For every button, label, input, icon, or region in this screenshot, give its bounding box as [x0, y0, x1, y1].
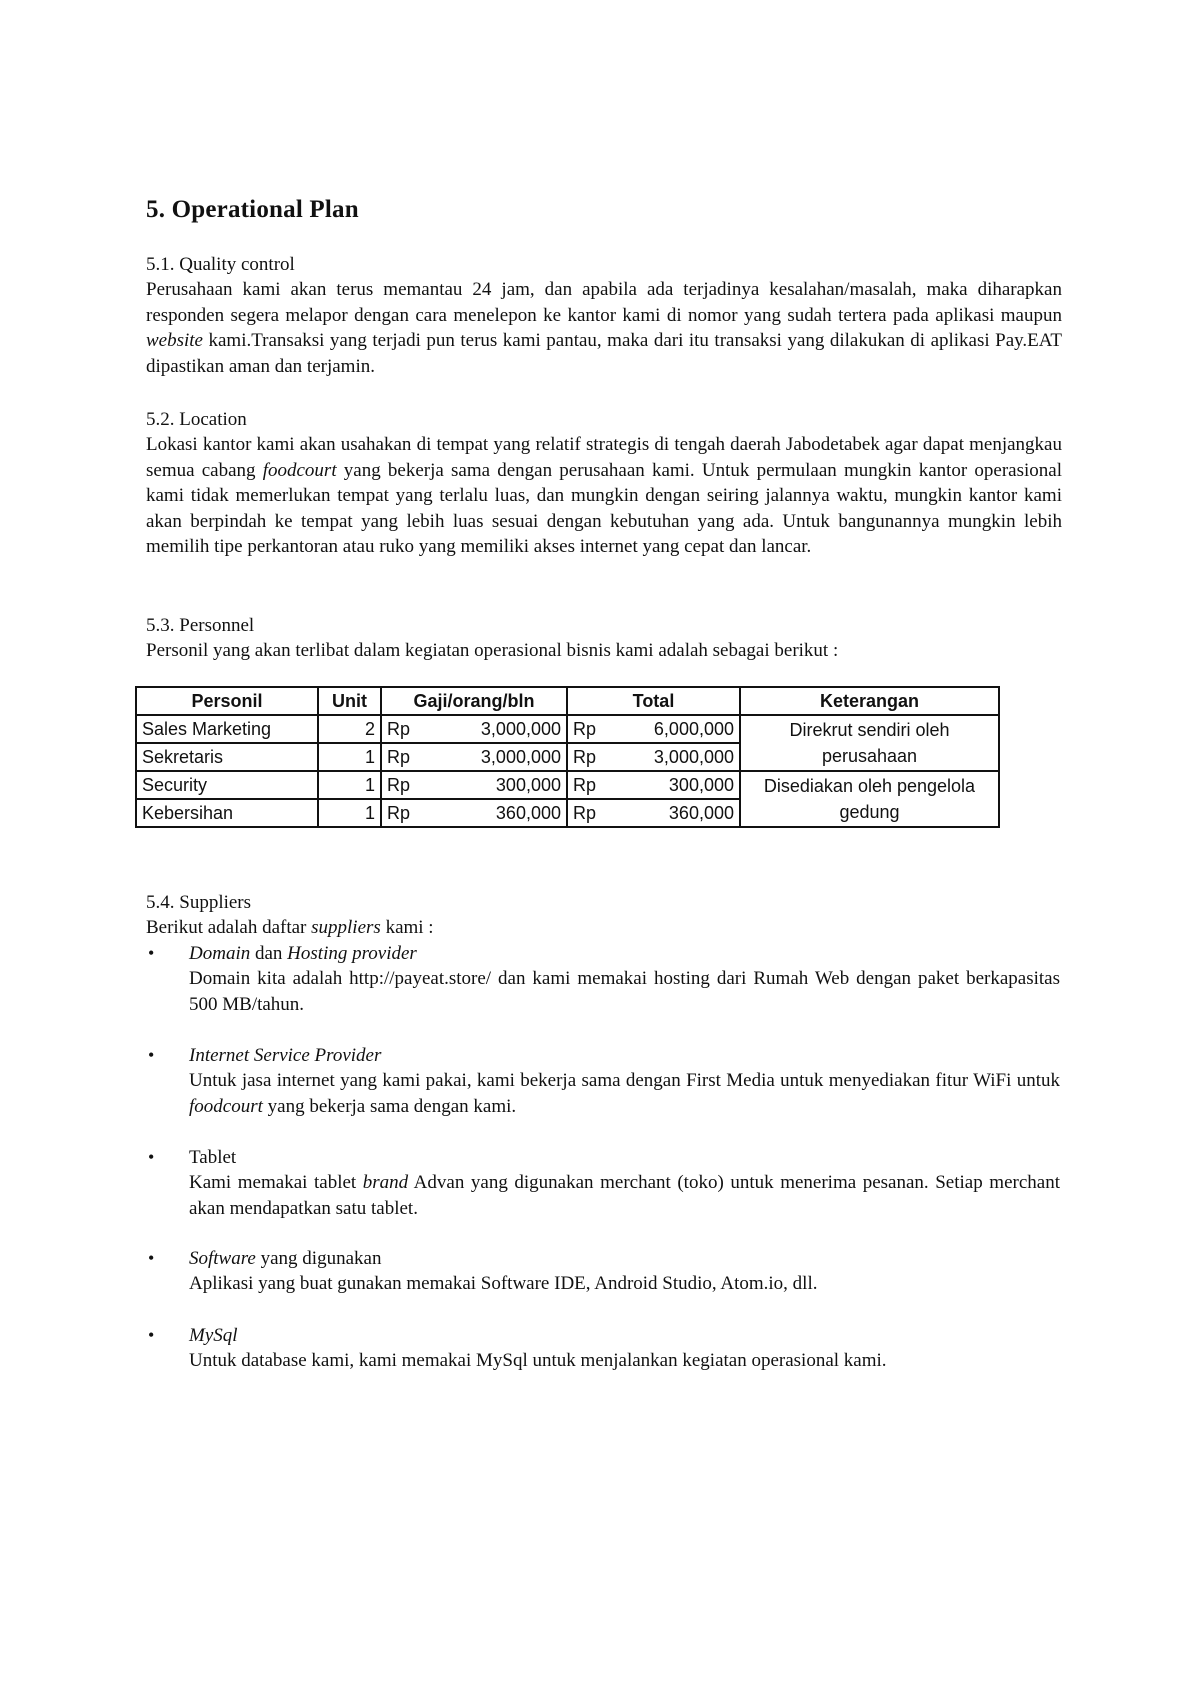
- supplier-item-desc: Domain kita adalah http://payeat.store/ dan kami memakai hosting dari Rumah Web dengan paket berkapasitas 500 MB/tahun.: [189, 968, 1060, 1015]
- bullet-icon: •: [148, 1147, 155, 1167]
- header-unit: Unit: [318, 687, 381, 715]
- header-keterangan: Keterangan: [740, 687, 999, 715]
- personnel-section: [146, 613, 1062, 664]
- cell-gaji: Rp 3,000,000: [381, 715, 567, 743]
- cell-unit: 2: [318, 715, 381, 743]
- cell-total: Rp 300,000: [567, 771, 740, 799]
- location-paragraph: Lokasi kantor kami akan usahakan di tempat yang relatif strategis di tengah daerah Jabodetabek agar dapat menjangkau semua cabang foodcourt yang bekerja sama dengan perusahaan kami. Untuk permulaan mungkin kantor operasional kami tidak memerlukan tempat yang terlalu luas, dan mungkin dengan seiring jalannya waktu, mungkin kantor kami akan berpindah ke tempat yang lebih luas sesuai dengan kebutuhan yang ada. Untuk bangunannya mungkin lebih memilih tipe perkantoran atau ruko yang memiliki akses internet yang cepat dan lancar.: [146, 434, 1062, 558]
- table-row: [136, 771, 999, 799]
- cell-unit: 1: [318, 771, 381, 799]
- cell-personil: Security: [136, 771, 318, 799]
- cell-total: Rp 3,000,000: [567, 743, 740, 771]
- header-personil: Personil: [136, 687, 318, 715]
- supplier-item-desc: Untuk database kami, kami memakai MySql untuk menjalankan kegiatan operasional kami.: [189, 1350, 887, 1371]
- quality-control-title: 5.1. Quality control: [146, 254, 295, 275]
- supplier-item-desc: Aplikasi yang buat gunakan memakai Software IDE, Android Studio, Atom.io, dll.: [189, 1273, 818, 1294]
- cell-total: Rp 6,000,000: [567, 715, 740, 743]
- header-gaji: Gaji/orang/bln: [381, 687, 567, 715]
- supplier-item-title: Tablet: [189, 1147, 237, 1168]
- cell-gaji: Rp 360,000: [381, 799, 567, 827]
- bullet-icon: •: [148, 1325, 155, 1345]
- supplier-item-desc: Kami memakai tablet brand Advan yang digunakan merchant (toko) untuk menerima pesanan. Setiap merchant akan mendapatkan satu tablet.: [189, 1172, 1060, 1219]
- cell-personil: Kebersihan: [136, 799, 318, 827]
- cell-unit: 1: [318, 743, 381, 771]
- bullet-icon: •: [148, 1045, 155, 1065]
- quality-control-section: [146, 252, 1062, 379]
- cell-personil: Sales Marketing: [136, 715, 318, 743]
- table-header-row: [136, 687, 999, 715]
- cell-gaji: Rp 3,000,000: [381, 743, 567, 771]
- personnel-intro: Personil yang akan terlibat dalam kegiatan operasional bisnis kami adalah sebagai berikut :: [146, 640, 839, 661]
- personnel-table: [135, 686, 1000, 828]
- personnel-title: 5.3. Personnel: [146, 615, 255, 636]
- suppliers-section: [146, 890, 1062, 941]
- table-row: [136, 715, 999, 743]
- location-section: [146, 407, 1062, 560]
- cell-unit: 1: [318, 799, 381, 827]
- cell-keterangan: Direkrut sendiri oleh perusahaan: [740, 715, 999, 771]
- section-heading: 5. Operational Plan: [146, 196, 359, 223]
- cell-personil: Sekretaris: [136, 743, 318, 771]
- supplier-item-desc: Untuk jasa internet yang kami pakai, kami bekerja sama dengan First Media untuk menyediakan fitur WiFi untuk foodcourt yang bekerja sama dengan kami.: [189, 1070, 1060, 1117]
- header-total: Total: [567, 687, 740, 715]
- supplier-item-title: MySql: [189, 1325, 238, 1346]
- suppliers-title: 5.4. Suppliers: [146, 892, 252, 913]
- cell-total: Rp 360,000: [567, 799, 740, 827]
- cell-gaji: Rp 300,000: [381, 771, 567, 799]
- bullet-icon: •: [148, 943, 155, 963]
- cell-keterangan: Disediakan oleh pengelola gedung: [740, 771, 999, 827]
- suppliers-intro: Berikut adalah daftar suppliers kami :: [146, 917, 434, 938]
- location-title: 5.2. Location: [146, 409, 247, 430]
- bullet-icon: •: [148, 1248, 155, 1268]
- supplier-item-title: Domain dan Hosting provider: [189, 943, 417, 964]
- quality-control-paragraph: Perusahaan kami akan terus memantau 24 jam, dan apabila ada terjadinya kesalahan/masalah, maka diharapkan responden segera melapor dengan cara menelepon ke kantor kami di nomor yang sudah tertera pada aplikasi maupun website kami.Transaksi yang terjadi pun terus kami pantau, maka dari itu transaksi yang dilakukan di aplikasi Pay.EAT dipastikan aman dan terjamin.: [146, 279, 1062, 377]
- supplier-item-title: Software yang digunakan: [189, 1248, 382, 1269]
- supplier-item-title: Internet Service Provider: [189, 1045, 382, 1066]
